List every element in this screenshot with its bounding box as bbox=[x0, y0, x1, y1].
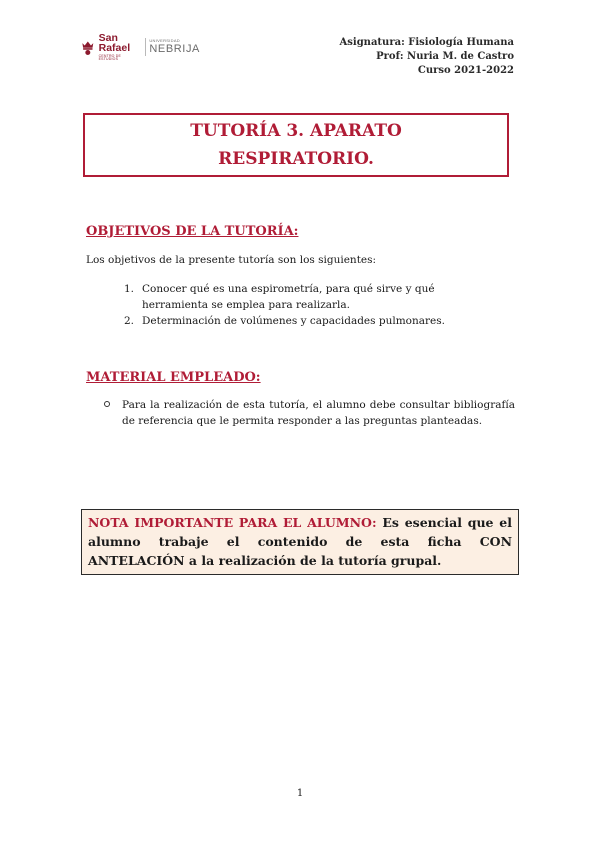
material-list bbox=[104, 397, 515, 429]
title-line-1: TUTORÍA 3. APARATO bbox=[190, 121, 402, 141]
university-logo bbox=[149, 39, 200, 55]
title-line-2: RESPIRATORIO. bbox=[218, 149, 374, 169]
material-heading: MATERIAL EMPLEADO: bbox=[86, 370, 261, 385]
important-note-box bbox=[81, 509, 519, 575]
title-box bbox=[83, 113, 509, 177]
note-text-part-2: a la realización de la tutoría grupal. bbox=[184, 553, 442, 568]
logo-name bbox=[99, 33, 141, 62]
university-name: NEBRIJA bbox=[149, 43, 200, 55]
logo-name-text: San Rafael bbox=[98, 31, 131, 54]
list-item-text: Determinación de volúmenes y capacidades pulmonares. bbox=[142, 315, 445, 327]
course-line: Curso 2021-2022 bbox=[417, 65, 514, 76]
subject-line: Asignatura: Fisiología Humana bbox=[339, 37, 514, 48]
list-item-number: 1. bbox=[124, 283, 135, 295]
list-item-number: 2. bbox=[124, 315, 135, 327]
objectives-list bbox=[124, 281, 484, 329]
objectives-heading: OBJETIVOS DE LA TUTORÍA: bbox=[86, 224, 299, 239]
crown-logo-icon bbox=[80, 36, 96, 58]
header-info bbox=[340, 36, 515, 78]
list-item-text: Para la realización de esta tutoría, el alumno debe consultar bibliografía de referencia que le permita responder a las preguntas planteadas. bbox=[122, 399, 515, 427]
circle-bullet-icon bbox=[104, 401, 110, 407]
list-item bbox=[124, 281, 484, 313]
logo-subtitle: CENTRO DE ESTUDIOS bbox=[98, 53, 122, 61]
professor-line: Prof: Nuria M. de Castro bbox=[376, 51, 514, 62]
institution-logo bbox=[80, 33, 200, 61]
list-item-text: Conocer qué es una espirometría, para qué sirve y qué herramienta se emplea para realizarla. bbox=[142, 283, 435, 311]
logo-divider bbox=[145, 38, 146, 56]
university-label: UNIVERSIDAD bbox=[149, 38, 180, 43]
note-label: NOTA IMPORTANTE PARA EL ALUMNO: bbox=[88, 515, 377, 530]
page-number: 1 bbox=[296, 788, 304, 799]
note-text-part-1: Es esencial que el alumno trabaje el contenido de esta ficha bbox=[88, 515, 512, 549]
note-emphasis: CON ANTELACIÓN bbox=[88, 534, 512, 568]
objectives-intro: Los objetivos de la presente tutoría son los siguientes: bbox=[86, 254, 377, 266]
list-item bbox=[104, 397, 515, 429]
list-item bbox=[124, 313, 484, 329]
